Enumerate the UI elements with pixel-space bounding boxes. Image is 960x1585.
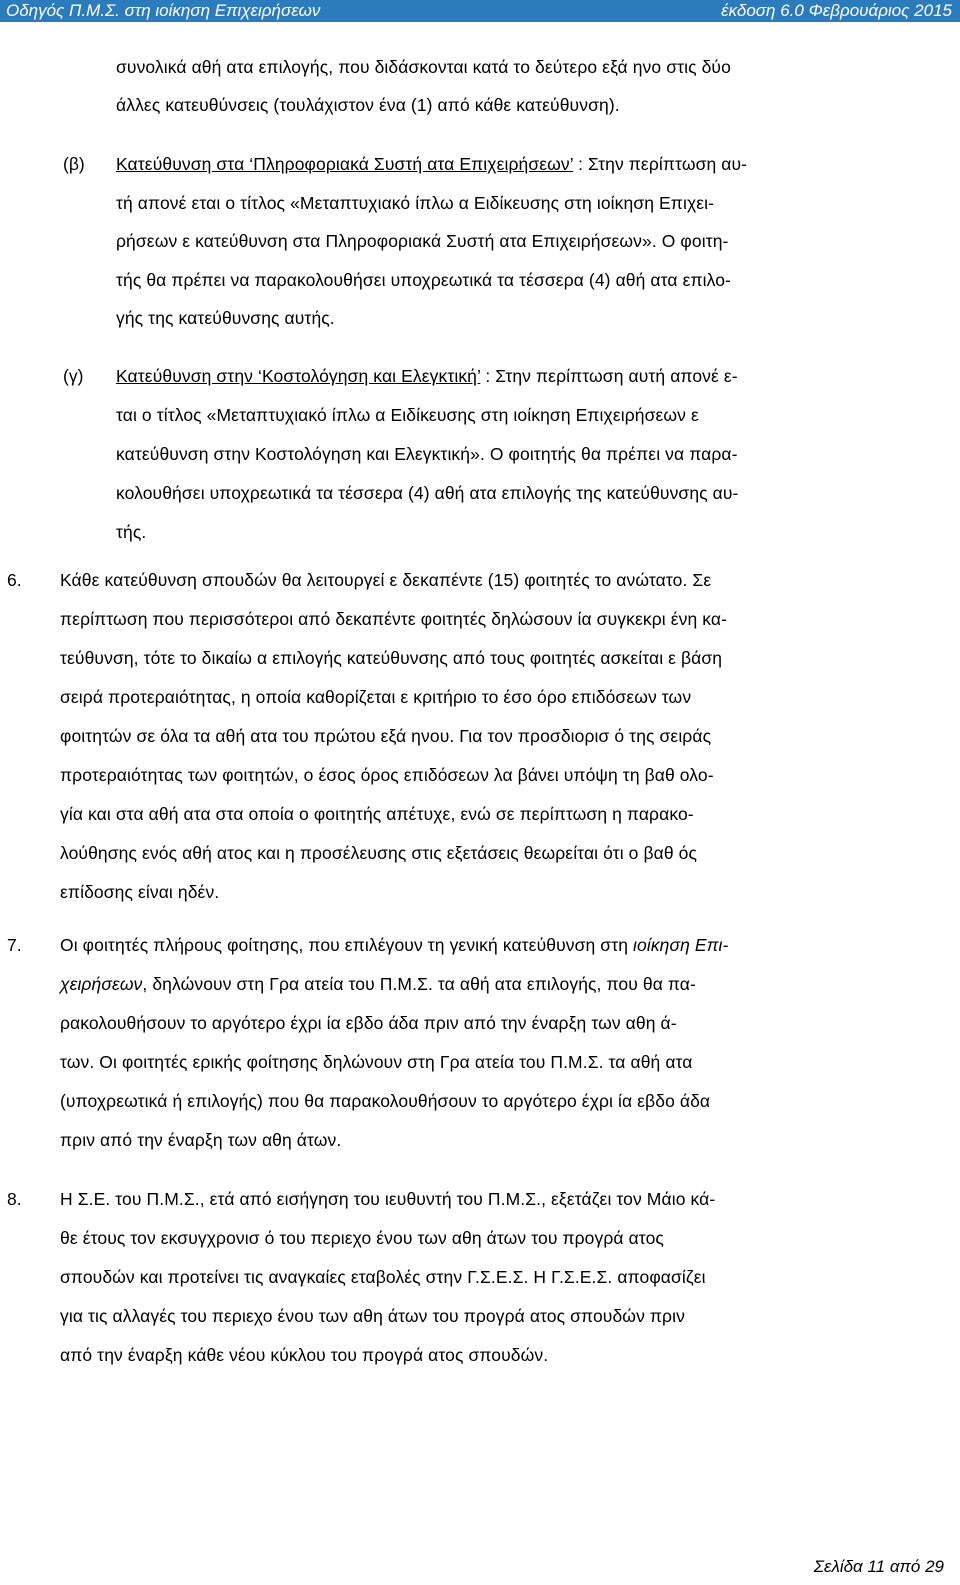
paragraph-line: τή απονέ εται ο τίτλος «Μεταπτυχιακό ίπλω α Ειδίκευσης στη ιοίκηση Επιχει- xyxy=(116,193,715,213)
paragraph-line: γία και στα αθή ατα στα οποία ο φοιτητής απέτυχε, ενώ σε περίπτωση η παρακο- xyxy=(60,804,694,824)
paragraph-line: περίπτωση που περισσότεροι από δεκαπέντε φοιτητές δηλώσουν ία συγκεκρι ένη κα- xyxy=(60,609,728,629)
paragraph-line: από την έναρξη κάθε νέου κύκλου του προγρά ατος σπουδών. xyxy=(60,1345,549,1365)
paragraph-line: σειρά προτεραιότητας, η οποία καθορίζεται ε κριτήριο το έσο όρο επιδόσεων των xyxy=(60,687,692,707)
paragraph-line: Η Σ.Ε. του Π.Μ.Σ., ετά από εισήγηση του ιευθυντή του Π.Μ.Σ., εξετάζει τον Μάιο κά- xyxy=(60,1189,716,1209)
item-c-first-line xyxy=(116,365,738,387)
item-c-heading: Κατεύθυνση στην ‘Κοστολόγηση και Ελεγκτική’ xyxy=(116,366,481,386)
paragraph-text: Οι φοιτητές πλήρους φοίτησης, που επιλέγουν τη γενική κατεύθυνση στη xyxy=(60,935,634,955)
item-label-7: 7. xyxy=(7,935,22,955)
paragraph-line: τής θα πρέπει να παρακολουθήσει υποχρεωτικά τα τέσσερα (4) αθή ατα επιλο- xyxy=(116,270,731,290)
item-label-8: 8. xyxy=(7,1189,22,1209)
italic-term: ιοίκηση Επι- xyxy=(633,935,729,955)
paragraph-line: φοιτητών σε όλα τα αθή ατα του πρώτου εξά ηνου. Για τον προσδιορισ ό της σειράς xyxy=(60,726,712,746)
paragraph-line: ρήσεων ε κατεύθυνση στα Πληροφοριακά Συστή ατα Επιχειρήσεων». Ο φοιτη- xyxy=(116,231,729,251)
italic-term: χειρήσεων xyxy=(60,974,143,994)
paragraph-line: τής. xyxy=(116,522,147,542)
paragraph-line: ρακολουθήσουν το αργότερο έχρι ία εβδο άδα πριν από την έναρξη των αθη ά- xyxy=(60,1013,677,1033)
paragraph-line: άλλες κατευθύνσεις (τουλάχιστον ένα (1) από κάθε κατεύθυνση). xyxy=(116,95,620,115)
paragraph-line: προτεραιότητας των φοιτητών, ο έσος όρος επιδόσεων λα βάνει υπόψη τη βαθ ολο- xyxy=(60,765,714,785)
item-label-c: (γ) xyxy=(63,366,84,386)
paragraph-line: επίδοσης είναι ηδέν. xyxy=(60,882,220,902)
item-label-b: (β) xyxy=(63,154,85,174)
item-b-heading: Κατεύθυνση στα ‘Πληροφοριακά Συστή ατα Επιχειρήσεων’ xyxy=(116,154,574,174)
paragraph-line: Κάθε κατεύθυνση σπουδών θα λειτουργεί ε δεκαπέντε (15) φοιτητές το ανώτατο. Σε xyxy=(60,570,712,590)
paragraph-line: θε έτους τον εκσυγχρονισ ό του περιεχο ένου των αθη άτων του προγρά ατος xyxy=(60,1228,664,1248)
header-edition: έκδοση 6.0 Φεβρουάριος 2015 xyxy=(721,1,952,20)
paragraph-line: κολουθήσει υποχρεωτικά τα τέσσερα (4) αθή ατα επιλογής της κατεύθυνσης αυ- xyxy=(116,483,739,503)
paragraph-line: συνολικά αθή ατα επιλογής, που διδάσκονται κατά το δεύτερο εξά ηνο στις δύο xyxy=(116,57,731,77)
page-number: Σελίδα 11 από 29 xyxy=(813,1557,944,1576)
paragraph-line: σπουδών και προτείνει τις αναγκαίες εταβολές στην Γ.Σ.Ε.Σ. Η Γ.Σ.Ε.Σ. αποφασίζει xyxy=(60,1267,706,1287)
document-header xyxy=(0,0,960,22)
paragraph-text: , δηλώνουν στη Γρα ατεία του Π.Μ.Σ. τα αθή ατα επιλογής, που θα πα- xyxy=(142,974,696,994)
item-7-second-line xyxy=(60,973,696,995)
paragraph-line: : Στην περίπτωση αυ- xyxy=(578,154,748,174)
paragraph-line: ται ο τίτλος «Μεταπτυχιακό ίπλω α Ειδίκευσης στη ιοίκηση Επιχειρήσεων ε xyxy=(116,405,699,425)
item-7-first-line xyxy=(60,934,728,956)
paragraph-line: λούθησης ενός αθή ατος και η προσέλευσης στις εξετάσεις θεωρείται ότι ο βαθ ός xyxy=(60,843,697,863)
paragraph-line: τεύθυνση, τότε το δικαίω α επιλογής κατεύθυνσης από τους φοιτητές ασκείται ε βάση xyxy=(60,648,723,668)
paragraph-line: κατεύθυνση στην Κοστολόγηση και Ελεγκτική». Ο φοιτητής θα πρέπει να παρα- xyxy=(116,444,738,464)
paragraph-line: γής της κατεύθυνσης αυτής. xyxy=(116,308,335,328)
paragraph-line: των. Οι φοιτητές ερικής φοίτησης δηλώνουν στη Γρα ατεία του Π.Μ.Σ. τα αθή ατα xyxy=(60,1052,693,1072)
header-guide-title: Οδηγός Π.Μ.Σ. στη ιοίκηση Επιχειρήσεων xyxy=(6,1,321,20)
paragraph-line: : Στην περίπτωση αυτή απονέ ε- xyxy=(485,366,738,386)
item-label-6: 6. xyxy=(7,570,22,590)
paragraph-line: για τις αλλαγές του περιεχο ένου των αθη άτων του προγρά ατος σπουδών πριν xyxy=(60,1306,685,1326)
paragraph-line: (υποχρεωτικά ή επιλογής) που θα παρακολουθήσουν το αργότερο έχρι ία εβδο άδα xyxy=(60,1091,711,1111)
paragraph-line: πριν από την έναρξη των αθη άτων. xyxy=(60,1130,342,1150)
item-b-first-line xyxy=(116,153,747,175)
